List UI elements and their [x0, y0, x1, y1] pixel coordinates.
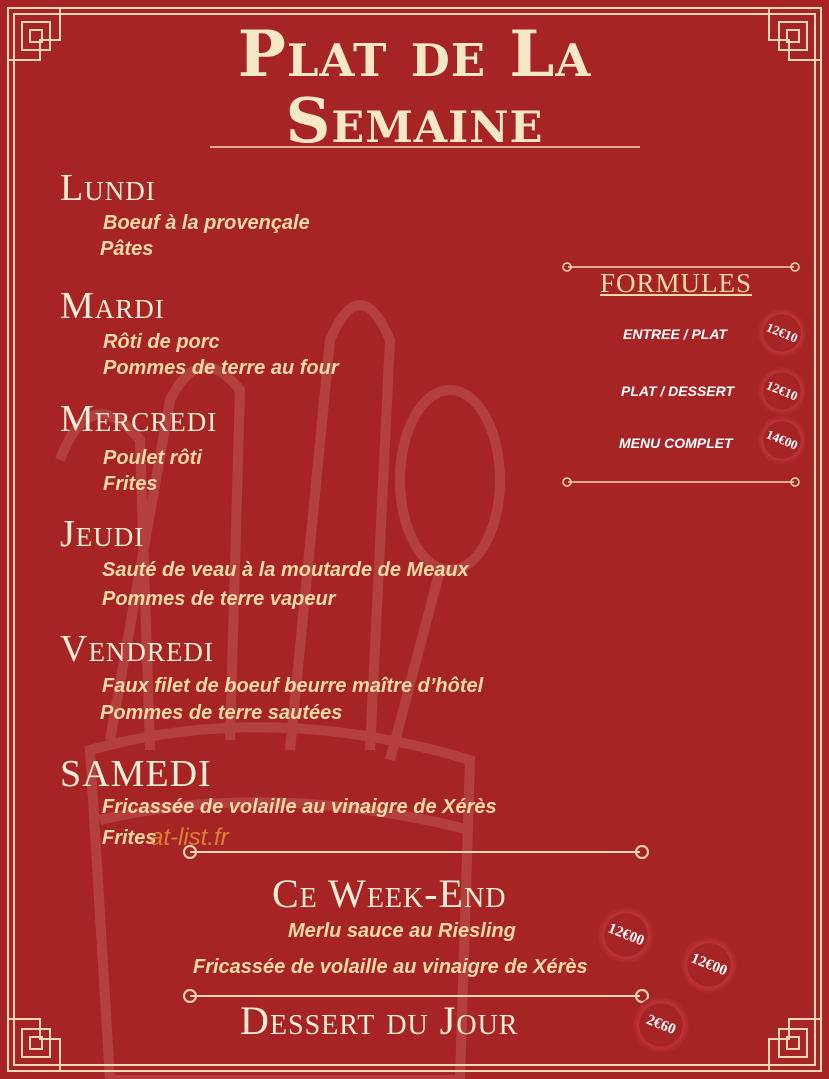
price-badge: 12€00 — [588, 897, 664, 973]
formule-label: ENTREE / PLAT — [623, 326, 727, 342]
dish-item: Rôti de porc — [103, 331, 220, 353]
price-badge: 14€00 — [749, 407, 814, 472]
weekend-dish: Merlu sauce au Riesling — [288, 920, 516, 942]
dessert-heading: Dessert du Jour — [240, 998, 519, 1043]
dish-item: Poulet rôti — [103, 447, 202, 469]
formule-label: MENU COMPLET — [619, 435, 733, 451]
watermark-text: at-list.fr — [150, 824, 229, 851]
page-title-line-1: Plat de La — [237, 17, 592, 92]
dish-item: Frites — [102, 827, 157, 849]
formules-title: FORMULES — [600, 268, 753, 298]
dish-item: Sauté de veau à la moutarde de Meaux — [102, 559, 469, 581]
price-badge: 12€10 — [749, 300, 814, 365]
formule-label: PLAT / DESSERT — [621, 383, 735, 399]
dish-item: Pommes de terre vapeur — [102, 588, 336, 610]
weekend-heading: Ce Week-End — [272, 871, 507, 916]
dish-item: Pâtes — [100, 238, 154, 260]
dish-item: Faux filet de boeuf beurre maître d’hôtel — [102, 675, 484, 697]
day-heading-mardi: Mardi — [60, 285, 165, 327]
dish-item: Boeuf à la provençale — [103, 212, 310, 234]
weekend-dish: Fricassée de volaille au vinaigre de Xérès — [193, 956, 588, 978]
page-title-line-2: Semaine — [285, 84, 544, 157]
dish-item: Fricassée de volaille au vinaigre de Xérès — [102, 796, 497, 818]
price-badge: 12€00 — [671, 927, 747, 1003]
price-badge: 12€10 — [749, 358, 814, 423]
day-heading-lundi: Lundi — [60, 167, 156, 209]
dish-item: Pommes de terre au four — [103, 357, 339, 379]
day-heading-mercredi: Mercredi — [60, 398, 218, 440]
price-badge: 2€60 — [623, 987, 699, 1063]
day-heading-jeudi: Jeudi — [60, 513, 145, 555]
day-heading-vendredi: Vendredi — [60, 628, 214, 670]
dish-item: Pommes de terre sautées — [100, 702, 343, 724]
day-heading-samedi: SAMEDI — [60, 753, 212, 795]
dish-item: Frites — [103, 473, 158, 495]
